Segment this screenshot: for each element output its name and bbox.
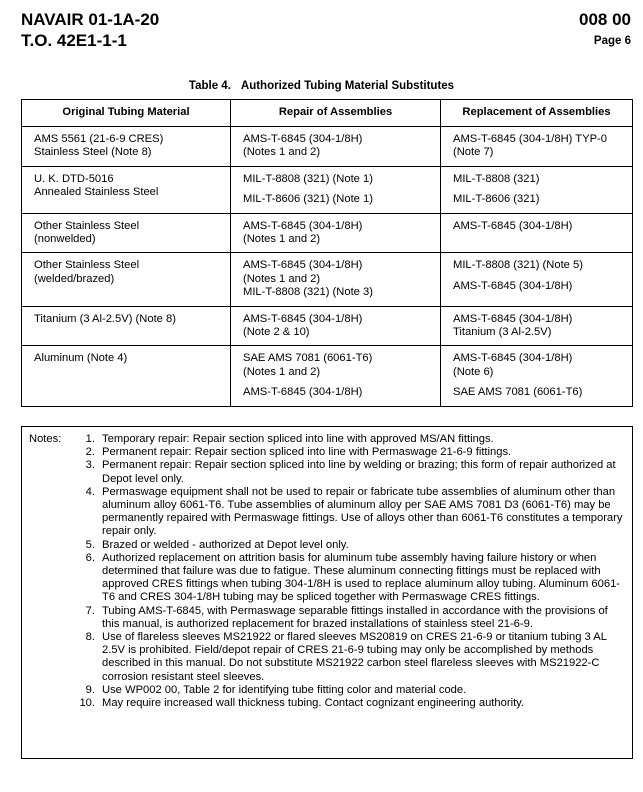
note-item bbox=[71, 486, 624, 539]
cell-line: (Notes 1 and 2) bbox=[243, 233, 321, 246]
note-item bbox=[71, 631, 624, 684]
cell-line: MIL-T-8808 (321) (Note 5) bbox=[453, 259, 583, 272]
work-package-number: 008 00 bbox=[579, 10, 631, 29]
replacement-cell bbox=[441, 127, 633, 167]
table-row bbox=[22, 127, 633, 167]
repair-cell bbox=[231, 253, 441, 306]
cell-line: Stainless Steel (Note 8) bbox=[34, 146, 152, 159]
cell-line: (Note 7) bbox=[453, 146, 494, 159]
cell-line: Other Stainless Steel bbox=[34, 219, 140, 232]
document-number-block bbox=[21, 9, 159, 51]
repair-cell bbox=[231, 346, 441, 406]
note-item bbox=[71, 539, 624, 552]
original-material-cell bbox=[22, 253, 231, 306]
cell-line: (Note 2 & 10) bbox=[243, 326, 310, 339]
cell-line: (welded/brazed) bbox=[34, 272, 115, 285]
cell-line: (Note 6) bbox=[453, 365, 494, 378]
note-item bbox=[71, 446, 624, 459]
note-text: Permaswage equipment shall not be used to repair or fabricate tube assemblies of aluminum other than aluminum alloy 6061-T6. Tube assemblies of aluminum alloy per SAE AMS 7081 D3 (6061-T6) may be permanently repaired with Permaswage fittings. Use of alloys other than 6061-T6 constitutes a temporary repair only. bbox=[102, 485, 623, 538]
cell-line: SAE AMS 7081 (6061-T6) bbox=[243, 352, 373, 365]
cell-line: AMS-T-6845 (304-1/8H) bbox=[243, 219, 363, 232]
cell-line: (Notes 1 and 2) bbox=[243, 146, 321, 159]
note-text: Authorized replacement on attrition basis for aluminum tube assembly having failure history or when determined that failure was due to fatigue. These aluminum connecting fittings must be replaced with approved CRES fittings when tubing 304-1/8H is used to replace aluminum alloy tubing. Aluminum 6061-T6 and CRES 304-1/8H tubing may be spliced together with Permaswage CRES fittings. bbox=[102, 551, 621, 604]
line-spacer bbox=[453, 273, 626, 280]
original-material-cell bbox=[22, 346, 231, 406]
note-item bbox=[71, 459, 624, 485]
note-number: 4. bbox=[85, 485, 95, 498]
column-header-replacement: Replacement of Assemblies bbox=[441, 100, 633, 127]
cell-line: MIL-T-8808 (321) (Note 3) bbox=[243, 286, 373, 299]
cell-line: MIL-T-8606 (321) (Note 1) bbox=[243, 193, 373, 206]
note-text: Tubing AMS-T-6845, with Permaswage separable fittings installed in accordance with the provisions of this manual, is authorized replacement for brazed installations of stainless steel 21-6-9. bbox=[102, 604, 608, 630]
note-number: 7. bbox=[85, 604, 95, 617]
cell-line: MIL-T-8808 (321) bbox=[453, 172, 540, 185]
original-material-cell bbox=[22, 127, 231, 167]
original-material-cell bbox=[22, 306, 231, 346]
note-text: Temporary repair: Repair section spliced into line with approved MS/AN fittings. bbox=[102, 433, 494, 445]
note-number: 10. bbox=[79, 697, 95, 710]
note-number: 1. bbox=[85, 433, 95, 445]
cell-line: AMS-T-6845 (304-1/8H) bbox=[453, 312, 573, 325]
replacement-cell bbox=[441, 306, 633, 346]
table-title bbox=[0, 80, 643, 92]
page-number: Page 6 bbox=[593, 35, 631, 47]
cell-line: AMS-T-6845 (304-1/8H) bbox=[453, 219, 573, 232]
cell-line: AMS-T-6845 (304-1/8H) bbox=[243, 259, 363, 272]
line-spacer bbox=[453, 379, 626, 386]
note-number: 6. bbox=[85, 551, 95, 564]
note-number: 3. bbox=[85, 459, 95, 472]
repair-cell bbox=[231, 166, 441, 213]
cell-line: (Notes 1 and 2) bbox=[243, 272, 321, 285]
note-item bbox=[71, 552, 624, 605]
replacement-cell bbox=[441, 213, 633, 253]
substitutes-table bbox=[21, 99, 633, 407]
cell-line: MIL-T-8606 (321) bbox=[453, 193, 540, 206]
original-material-cell bbox=[22, 213, 231, 253]
repair-cell bbox=[231, 127, 441, 167]
cell-line: AMS-T-6845 (304-1/8H) TYP-0 bbox=[453, 133, 607, 145]
cell-line: (nonwelded) bbox=[34, 233, 96, 246]
note-text: Permanent repair: Repair section spliced into line with Permaswage 21-6-9 fittings. bbox=[102, 446, 512, 459]
cell-line: MIL-T-8808 (321) (Note 1) bbox=[243, 172, 373, 185]
cell-line: Annealed Stainless Steel bbox=[34, 186, 159, 199]
cell-line: AMS-T-6845 (304-1/8H) bbox=[453, 352, 573, 365]
note-text: May require increased wall thickness tubing. Contact cognizant engineering authority. bbox=[102, 697, 525, 710]
cell-line: U. K. DTD-5016 bbox=[34, 172, 114, 185]
table-row bbox=[22, 346, 633, 406]
cell-line: AMS-T-6845 (304-1/8H) bbox=[243, 386, 363, 399]
cell-line: AMS-T-6845 (304-1/8H) bbox=[243, 133, 363, 145]
note-item bbox=[71, 433, 624, 446]
notes-list bbox=[29, 433, 624, 710]
replacement-cell bbox=[441, 346, 633, 406]
note-number: 2. bbox=[85, 446, 95, 459]
to-number: T.O. 42E1-1-1 bbox=[21, 31, 127, 50]
note-item bbox=[71, 697, 624, 710]
note-text: Use WP002 00, Table 2 for identifying tube fitting color and material code. bbox=[102, 683, 467, 696]
note-number: 9. bbox=[85, 683, 95, 696]
cell-line: AMS-T-6845 (304-1/8H) bbox=[243, 312, 363, 325]
line-spacer bbox=[243, 379, 434, 386]
line-spacer bbox=[243, 186, 434, 193]
cell-line: Titanium (3 Al-2.5V) (Note 8) bbox=[34, 312, 176, 325]
cell-line: AMS 5561 (21-6-9 CRES) bbox=[34, 133, 164, 145]
repair-cell bbox=[231, 213, 441, 253]
cell-line: AMS-T-6845 (304-1/8H) bbox=[453, 279, 573, 292]
replacement-cell bbox=[441, 166, 633, 213]
table-row bbox=[22, 253, 633, 306]
repair-cell bbox=[231, 306, 441, 346]
page-id-block bbox=[579, 9, 631, 47]
column-header-original: Original Tubing Material bbox=[22, 100, 231, 127]
cell-line: Titanium (3 Al-2.5V) bbox=[453, 326, 552, 339]
replacement-cell bbox=[441, 253, 633, 306]
cell-line: (Notes 1 and 2) bbox=[243, 365, 321, 378]
table-row bbox=[22, 166, 633, 213]
notes-label: Notes: bbox=[29, 433, 62, 445]
note-text: Brazed or welded - authorized at Depot level only. bbox=[102, 538, 349, 551]
note-text: Permanent repair: Repair section spliced into line by welding or brazing; this form of repair authorized at Depot level only. bbox=[102, 459, 616, 485]
cell-line: Aluminum (Note 4) bbox=[34, 352, 128, 365]
table-header-row bbox=[22, 100, 633, 127]
note-item bbox=[71, 684, 624, 697]
line-spacer bbox=[453, 186, 626, 193]
column-header-repair: Repair of Assemblies bbox=[231, 100, 441, 127]
table-title-number: Table 4. bbox=[188, 80, 231, 92]
note-item bbox=[71, 605, 624, 631]
note-text: Use of flareless sleeves MS21922 or flared sleeves MS20819 on CRES 21-6-9 or titanium tubing 3 AL 2.5V is prohibited. Field/depot repair of CRES 21-6-9 tubing may only be accomplished by methods described in this manual. Do not substitute MS21922 carbon steel flareless sleeves with MS21922-C corrosion resistant steel sleeves. bbox=[102, 631, 607, 683]
cell-line: Other Stainless Steel bbox=[34, 259, 140, 272]
original-material-cell bbox=[22, 166, 231, 213]
table-title-text: Authorized Tubing Material Substitutes bbox=[240, 80, 455, 92]
note-number: 8. bbox=[85, 631, 95, 644]
note-number: 5. bbox=[85, 538, 95, 551]
table-row bbox=[22, 213, 633, 253]
notes-box bbox=[21, 426, 633, 759]
navair-number: NAVAIR 01-1A-20 bbox=[21, 10, 160, 29]
cell-line: SAE AMS 7081 (6061-T6) bbox=[453, 386, 583, 399]
table-row bbox=[22, 306, 633, 346]
